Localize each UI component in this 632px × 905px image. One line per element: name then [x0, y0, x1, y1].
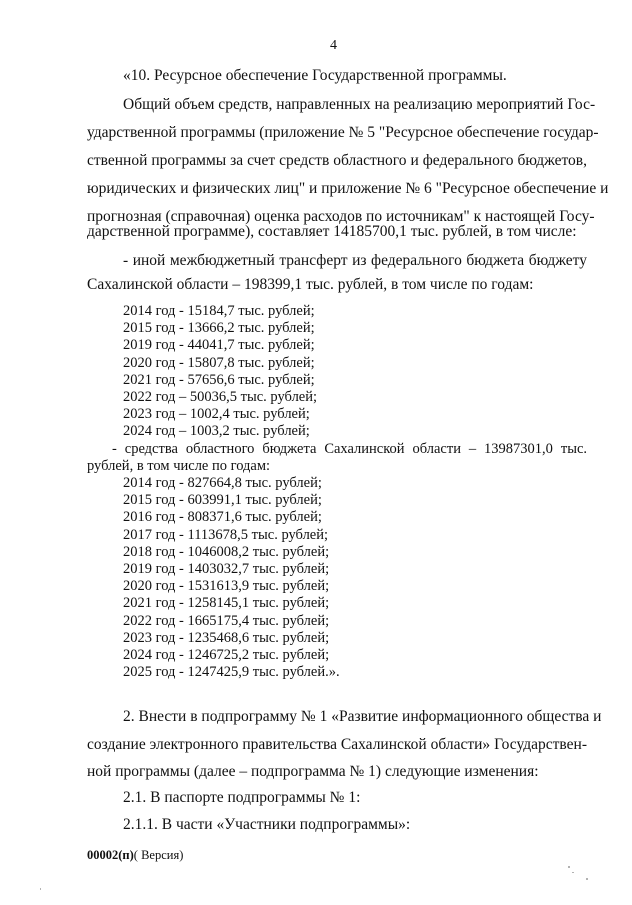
intro-line-1: Общий объем средств, направленных на реализацию мероприятий Гос-: [123, 96, 596, 113]
item2-line-1: 2. Внести в подпрограмму № 1 «Развитие информационного общества и: [123, 708, 602, 725]
item-2-1: 2.1. В паспорте подпрограммы № 1:: [123, 789, 361, 806]
footer: [87, 848, 183, 863]
regional-line-2: рублей, в том числе по годам:: [87, 458, 271, 474]
intro-line-3: ственной программы за счет средств областного и федерального бюджетов,: [87, 152, 587, 169]
federal-year-item: 2019 год - 44041,7 тыс. рублей;: [123, 337, 315, 354]
regional-years-list: [123, 475, 340, 681]
regional-year-item: 2025 год - 1247425,9 тыс. рублей.».: [123, 664, 340, 681]
regional-year-item: 2014 год - 827664,8 тыс. рублей;: [123, 475, 322, 491]
scan-speck: [40, 888, 41, 890]
item2-line-2: создание электронного правительства Сахалинской области» Государствен-: [87, 736, 587, 753]
federal-year-item: 2022 год – 50036,5 тыс. рублей;: [123, 389, 318, 406]
federal-year-item: 2021 год - 57656,6 тыс. рублей;: [123, 371, 315, 388]
item2-line-3: ной программы (далее – подпрограмма № 1) следующие изменения:: [87, 763, 539, 780]
regional-year-item: 2015 год - 603991,1 тыс. рублей;: [123, 492, 322, 509]
regional-year-item: 2016 год - 808371,6 тыс. рублей;: [123, 509, 322, 526]
item-2-1-1: 2.1.1. В части «Участники подпрограммы»:: [123, 816, 411, 833]
federal-year-item: 2023 год – 1002,4 тыс. рублей;: [123, 406, 310, 423]
footer-version: ( Версия): [133, 848, 184, 862]
federal-year-item: 2014 год - 15184,7 тыс. рублей;: [123, 303, 315, 319]
regional-year-item: 2021 год - 1258145,1 тыс. рублей;: [123, 595, 330, 612]
federal-years-list: [123, 303, 317, 441]
intro-line-5: прогнозная (справочная) оценка расходов по источникам" к настоящей Госу-: [87, 208, 595, 225]
page-number: 4: [330, 38, 337, 53]
regional-year-item: 2020 год - 1531613,9 тыс. рублей;: [123, 578, 330, 595]
regional-year-item: 2017 год - 1113678,5 тыс. рублей;: [123, 526, 329, 543]
federal-line-2: Сахалинской области – 198399,1 тыс. рублей, в том числе по годам:: [87, 276, 534, 293]
regional-year-item: 2023 год - 1235468,6 тыс. рублей;: [123, 629, 330, 646]
section-title: «10. Ресурсное обеспечение Государственной программы.: [123, 67, 507, 84]
regional-year-item: 2019 год - 1403032,7 тыс. рублей;: [123, 561, 330, 578]
regional-year-item: 2022 год - 1665175,4 тыс. рублей;: [123, 612, 330, 629]
federal-line-1: - иной межбюджетный трансферт из федерального бюджета бюджету: [123, 252, 587, 269]
intro-line-6: дарственной программе), составляет 14185700,1 тыс. рублей, в том числе:: [87, 223, 577, 240]
federal-year-item: 2020 год - 15807,8 тыс. рублей;: [123, 354, 315, 371]
federal-year-item: 2015 год - 13666,2 тыс. рублей;: [123, 320, 315, 337]
intro-line-2: ударственной программы (приложение № 5 "Ресурсное обеспечение государ-: [87, 124, 599, 141]
scan-speck: [572, 872, 574, 873]
federal-year-item: 2024 год – 1003,2 тыс. рублей;: [123, 423, 310, 440]
regional-year-item: 2018 год - 1046008,2 тыс. рублей;: [123, 543, 330, 560]
scan-speck: [586, 878, 588, 880]
intro-line-4: юридических и физических лиц" и приложение № 6 "Ресурсное обеспечение и: [87, 180, 609, 197]
scan-speck: [568, 866, 570, 868]
regional-line-1: - средства областного бюджета Сахалинской области – 13987301,0 тыс.: [112, 441, 587, 457]
footer-code: 00002(п): [87, 848, 134, 862]
regional-year-item: 2024 год - 1246725,2 тыс. рублей;: [123, 647, 330, 664]
